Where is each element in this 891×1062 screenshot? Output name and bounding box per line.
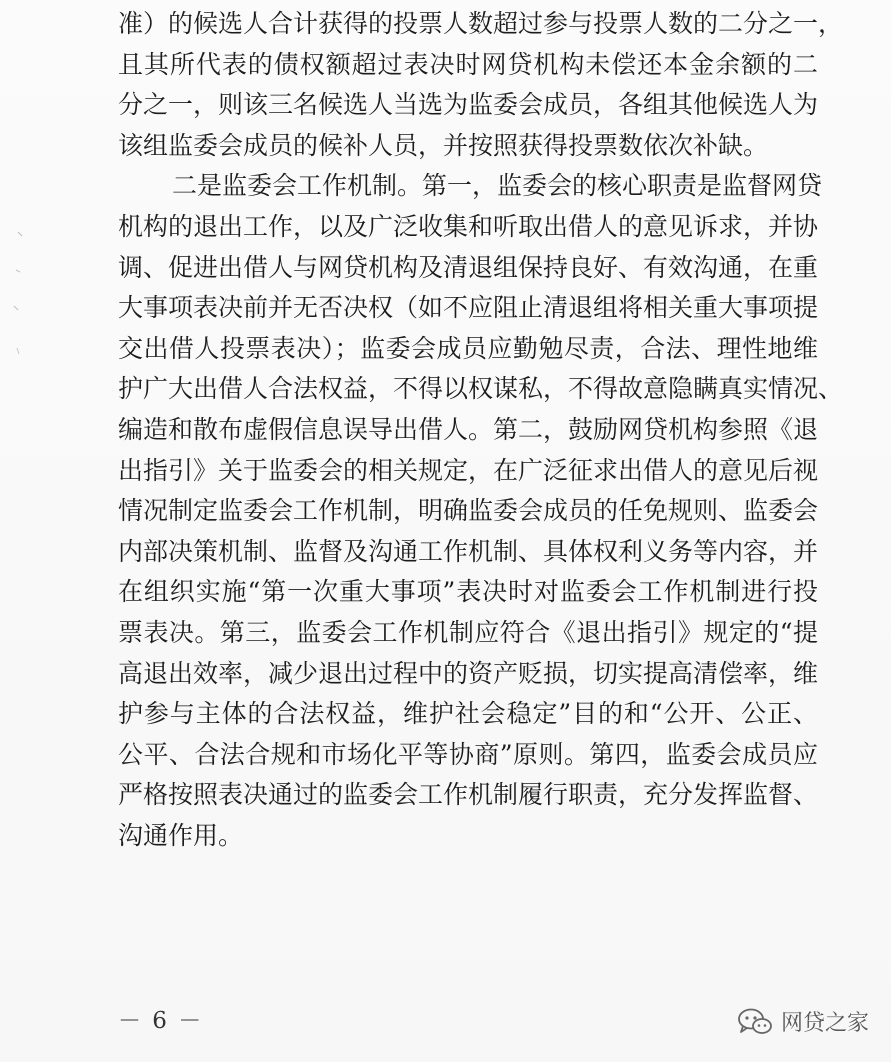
text-line: 在组织实施“第一次重大事项”表决时对监委会工作机制进行投 [118,577,818,607]
wechat-icon [737,1007,773,1037]
text-line: 沟通作用。 [118,820,244,850]
text-line: 机构的退出工作，以及广泛收集和听取出借人的意见诉求，并协 [118,211,819,241]
watermark-text: 网贷之家 [780,1011,869,1036]
text-line: 调、促进出借人与网贷机构及清退组保持良好、有效沟通，在重 [118,252,819,282]
text-line: 出指引》关于监委会的相关规定，在广泛征求出借人的意见后视 [118,455,819,485]
scan-noise-marks [6,230,46,370]
text-line: 护参与主体的合法权益，维护社会稳定”目的和“公开、公正、 [118,699,818,729]
page-number: － 6 － [118,1008,204,1034]
text-line: 交出借人投票表决）；监委会成员应勤勉尽责，合法、理性地维 [118,333,818,363]
text-line: 内部决策机制、监督及沟通工作机制、具体权利义务等内容，并 [118,536,819,566]
text-line: 分之一，则该三名候选人当选为监委会成员，各组其他候选人为 [118,90,819,120]
text-line: 该组监委会成员的候补人员，并按照获得投票数依次补缺。 [118,130,769,160]
text-line: 准）的候选人合计获得的投票人数超过参与投票人数的二分之一， [118,9,844,38]
source-watermark [737,1006,869,1037]
text-line: 高退出效率，减少退出过程中的资产贬损，切实提高清偿率，维 [118,658,819,688]
document-body [118,4,844,856]
text-line: 公平、合法合规和市场化平等协商”原则。第四，监委会成员应 [118,739,818,769]
text-line: 情况制定监委会工作机制，明确监委会成员的任免规则、监委会 [118,496,819,526]
text-line: 护广大出借人合法权益，不得以权谋私，不得故意隐瞒真实情况、 [118,374,844,404]
text-line: 票表决。第三，监委会工作机制应符合《退出指引》规定的“提 [118,617,818,647]
text-line: 严格按照表决通过的监委会工作机制履行职责，充分发挥监督、 [118,780,819,810]
text-line: 大事项表决前并无否决权（如不应阻止清退组将相关重大事项提 [118,293,819,323]
paragraph-first-line: 二是监委会工作机制。第一，监委会的核心职责是监督网贷 [172,171,823,201]
text-line: 且其所代表的债权额超过表决时网贷机构未偿还本金余额的二 [118,49,818,79]
text-line: 编造和散布虚假信息误导出借人。第二，鼓励网贷机构参照《退 [118,414,819,444]
